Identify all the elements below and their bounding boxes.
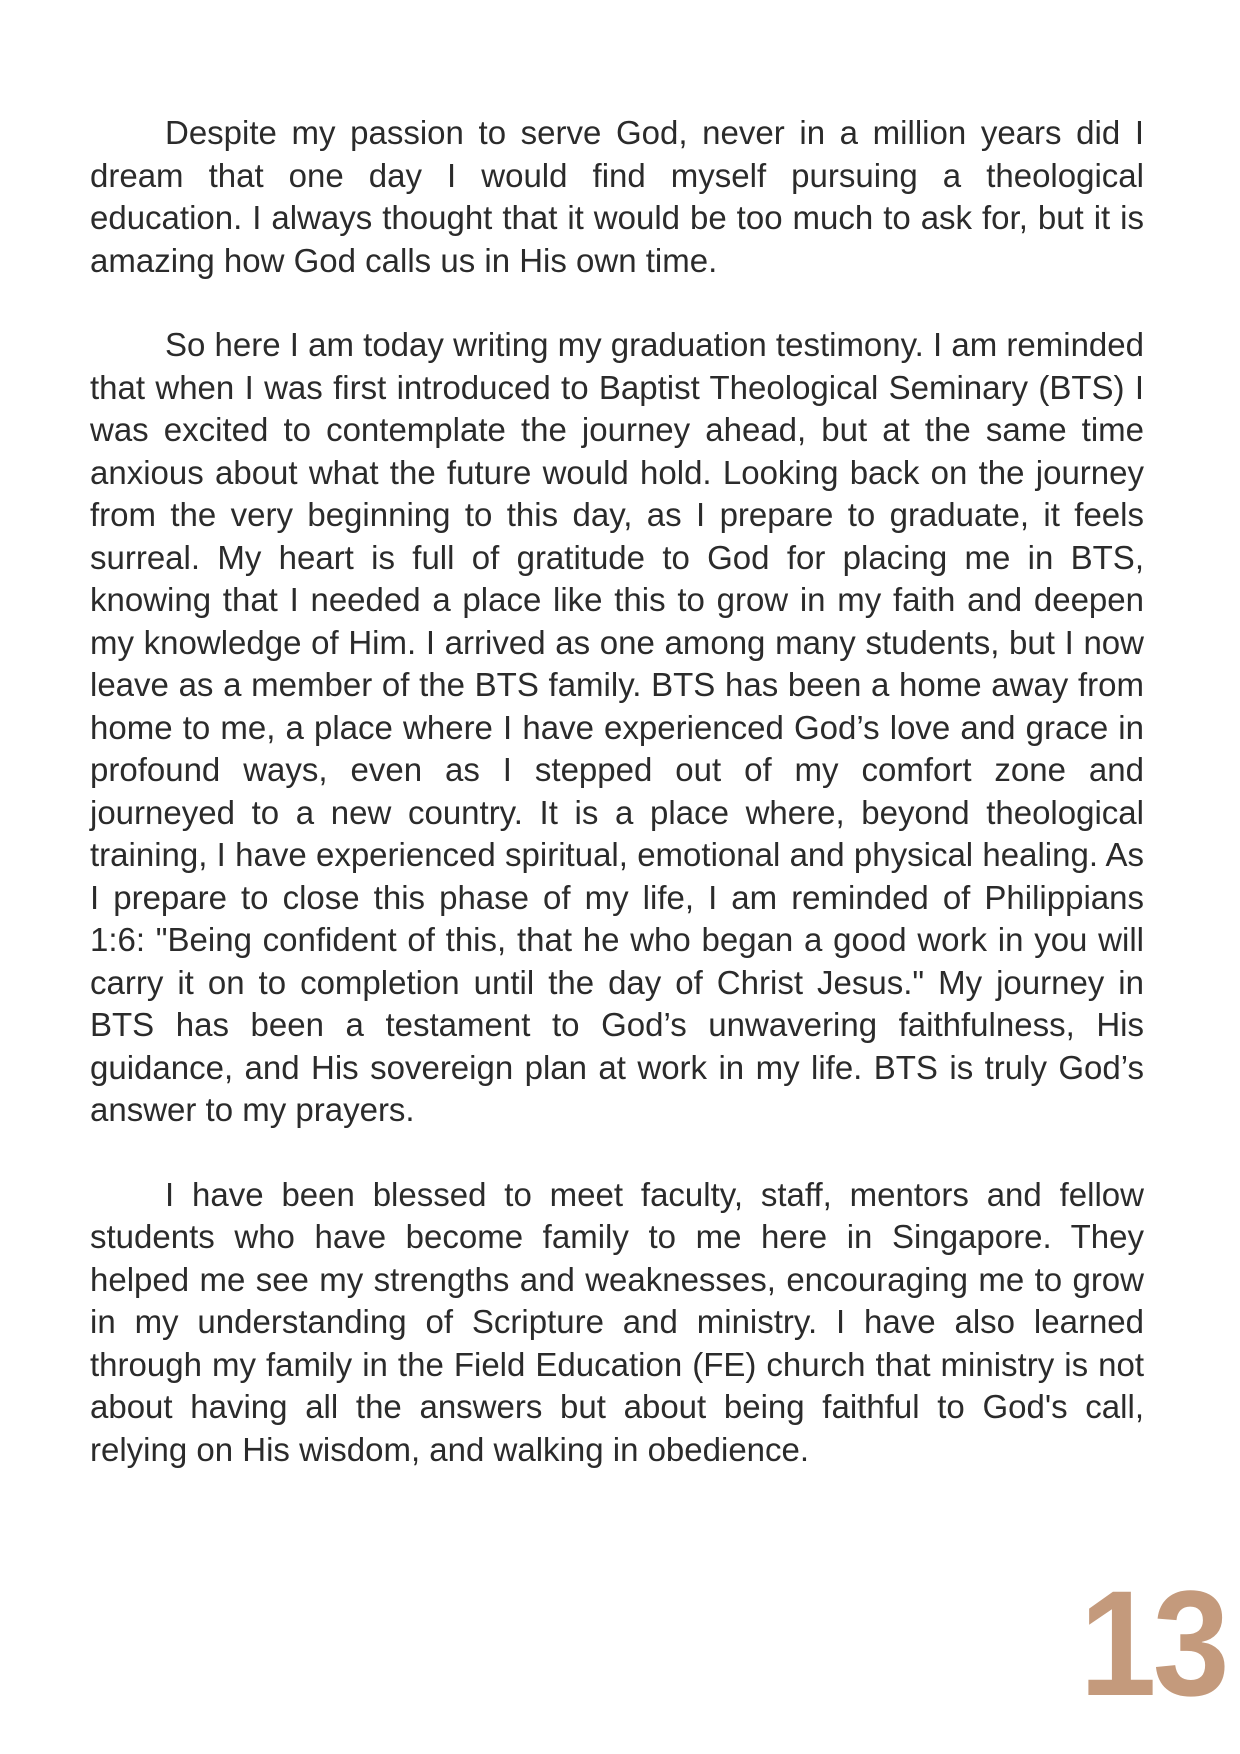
paragraph-1: Despite my passion to serve God, never in a million years did I dream that one day I would find myself pursuing a theological education. I always thought that it would be too much to ask for, but it is amazing how God calls us in His own time. — [90, 114, 1144, 279]
document-body — [90, 112, 1144, 1513]
paragraph-2: So here I am today writing my graduation testimony. I am reminded that when I was first introduced to Baptist Theological Seminary (BTS) I was excited to contemplate the journey ahead, but at the same time anxious about what the future would hold. Looking back on the journey from the very beginning to this day, as I prepare to graduate, it feels surreal. My heart is full of gratitude to God for placing me in BTS, knowing that I needed a place like this to grow in my faith and deepen my knowledge of Him. I arrived as one among many students, but I now leave as a member of the BTS family. BTS has been a home away from home to me, a place where I have experienced God’s love and grace in profound ways, even as I stepped out of my comfort zone and journeyed to a new country. It is a place where, beyond theological training, I have experienced spiritual, emotional and physical healing. As I prepare to close this phase of my life, I am reminded of Philippians 1:6: "Being confident of this, that he who began a good work in you will carry it on to completion until the day of Christ Jesus." My journey in BTS has been a testament to God’s unwavering faithfulness, His guidance, and His sovereign plan at work in my life. BTS is truly God’s answer to my prayers. — [90, 326, 1144, 1128]
paragraph-3: I have been blessed to meet faculty, staff, mentors and fellow students who have become family to me here in Singapore. They helped me see my strengths and weaknesses, encouraging me to grow in my understanding of Scripture and ministry. I have also learned through my family in the Field Education (FE) church that ministry is not about having all the answers but about being faithful to God's call, relying on His wisdom, and walking in obedience. — [90, 1175, 1144, 1468]
page-number: 13 — [1079, 1559, 1226, 1727]
